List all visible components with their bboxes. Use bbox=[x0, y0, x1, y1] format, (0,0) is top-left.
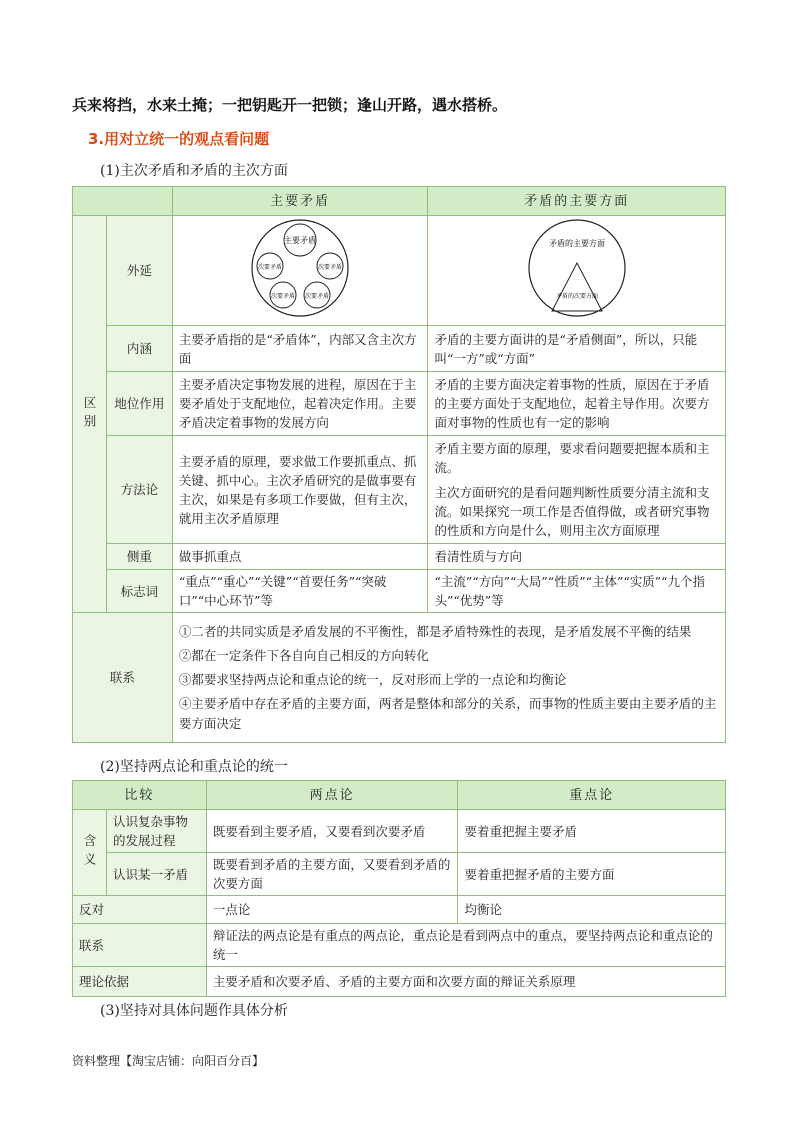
table-cell: “重点”“重心”“关键”“首要任务”“突破口”“中心环节”等 bbox=[172, 570, 428, 613]
section-heading: 3.用对立统一的观点看问题 bbox=[88, 130, 270, 148]
basis-label: 理论依据 bbox=[73, 967, 207, 997]
table-cell: 一点论 bbox=[206, 896, 458, 924]
principal-aspect-diagram bbox=[522, 218, 632, 318]
subsection-heading-2: (2)坚持两点论和重点论的统一 bbox=[100, 759, 288, 775]
row-label: 认识复杂事物的发展过程 bbox=[106, 810, 206, 853]
diagram-aspect-cell bbox=[428, 216, 726, 326]
table-two-point-theory bbox=[72, 780, 726, 997]
table-cell: 做事抓重点 bbox=[172, 544, 428, 570]
diagram-aspect-bottom-label: 矛盾的次要方面 bbox=[555, 293, 598, 300]
row-label: 侧重 bbox=[106, 544, 172, 570]
table2-header-key: 重点论 bbox=[458, 781, 726, 810]
table-principal-contradiction bbox=[72, 186, 726, 743]
row-label: 认识某一矛盾 bbox=[106, 853, 206, 896]
table-cell: 主要矛盾指的是“矛盾体”，内部又含主次方面 bbox=[172, 326, 428, 372]
link-item: ④主要矛盾中存在矛盾的主要方面，两者是整体和部分的关系，而事物的性质主要由主要矛盾的主要方面决定 bbox=[178, 695, 717, 731]
table-cell: 辩证法的两点论是有重点的两点论，重点论是看到两点中的重点，要坚持两点论和重点论的统一 bbox=[206, 924, 725, 967]
subsection-heading-1: (1)主次矛盾和矛盾的主次方面 bbox=[100, 163, 288, 179]
link-cell bbox=[172, 613, 725, 743]
link-item: ③都要求坚持两点论和重点论的统一，反对形而上学的一点论和均衡论 bbox=[178, 671, 567, 687]
row-label: 标志词 bbox=[106, 570, 172, 613]
diagram-center-label: 主要矛盾 bbox=[284, 236, 317, 245]
diagram-minor-label: 次要矛盾 bbox=[305, 293, 330, 300]
group-label-difference: 区别 bbox=[73, 216, 107, 613]
diagram-aspect-top-label: 矛盾的主要方面 bbox=[548, 239, 605, 248]
table-cell: 要着重把握主要矛盾 bbox=[458, 810, 726, 853]
table-cell-multi bbox=[428, 436, 726, 544]
oppose-label: 反对 bbox=[73, 896, 207, 924]
table1-corner bbox=[73, 187, 173, 216]
table-cell: 要着重把握矛盾的主要方面 bbox=[458, 853, 726, 896]
diagram-minor-label: 次要矛盾 bbox=[318, 264, 343, 271]
footer-text: 资料整理【淘宝店铺：向阳百分百】 bbox=[72, 1054, 265, 1068]
link-item: ①二者的共同实质是矛盾发展的不平衡性，都是矛盾特殊性的表现，是矛盾发展不平衡的结果 bbox=[178, 623, 692, 639]
diagram-minor-label: 次要矛盾 bbox=[258, 264, 283, 271]
method-aspect-paragraph-1: 矛盾主要方面的原理，要求看问题要把握本质和主流。 bbox=[434, 441, 710, 475]
link-label: 联系 bbox=[73, 924, 207, 967]
meaning-label: 含义 bbox=[73, 810, 107, 896]
subsection-heading-3: (3)坚持对具体问题作具体分析 bbox=[100, 1003, 288, 1019]
table-cell: 主要矛盾和次要矛盾、矛盾的主要方面和次要方面的辩证关系原理 bbox=[206, 967, 725, 997]
principal-contradiction-diagram bbox=[245, 218, 355, 318]
table-cell: 看清性质与方向 bbox=[428, 544, 726, 570]
table1-header-main: 主要矛盾 bbox=[172, 187, 428, 216]
row-label: 地位作用 bbox=[106, 372, 172, 436]
table1-header-aspect: 矛盾的主要方面 bbox=[428, 187, 726, 216]
table-cell: 均衡论 bbox=[458, 896, 726, 924]
link-item: ②都在一定条件下各自向自己相反的方向转化 bbox=[178, 647, 429, 663]
table2-header-two: 两点论 bbox=[206, 781, 458, 810]
table-cell: 主要矛盾的原理，要求做工作要抓重点、抓关键、抓中心。主次矛盾研究的是做事要有主次，如果是有多项工作要做，但有主次，就用主次矛盾原理 bbox=[172, 436, 428, 544]
diagram-minor-label: 次要矛盾 bbox=[271, 293, 296, 300]
table-cell: 既要看到矛盾的主要方面，又要看到矛盾的次要方面 bbox=[206, 853, 458, 896]
table-cell: “主流”“方向”“大局”“性质”“主体”“实质”“九个指头”“优势”等 bbox=[428, 570, 726, 613]
link-label: 联系 bbox=[73, 613, 173, 743]
row-label: 方法论 bbox=[106, 436, 172, 544]
diagram-main-cell bbox=[172, 216, 428, 326]
table-cell: 矛盾的主要方面讲的是“矛盾侧面”，所以，只能叫“一方”或“方面” bbox=[428, 326, 726, 372]
top-line-text: 兵来将挡，水来土掩；一把钥匙开一把锁；逢山开路，遇水搭桥。 bbox=[72, 96, 508, 114]
method-aspect-paragraph-2: 主次方面研究的是看问题判断性质要分清主流和支流。如果探究一项工作是否值得做，或者研究事物的性质和方向是什么，则用主次方面原理 bbox=[434, 485, 710, 538]
row-label: 外延 bbox=[106, 216, 172, 326]
table-cell: 既要看到主要矛盾，又要看到次要矛盾 bbox=[206, 810, 458, 853]
table-cell: 主要矛盾决定事物发展的进程，原因在于主要矛盾处于支配地位，起着决定作用。主要矛盾决定着事物的发展方向 bbox=[172, 372, 428, 436]
table-cell: 矛盾的主要方面决定着事物的性质，原因在于矛盾的主要方面处于支配地位，起着主导作用。次要方面对事物的性质也有一定的影响 bbox=[428, 372, 726, 436]
table2-header-compare: 比较 bbox=[73, 781, 207, 810]
row-label: 内涵 bbox=[106, 326, 172, 372]
